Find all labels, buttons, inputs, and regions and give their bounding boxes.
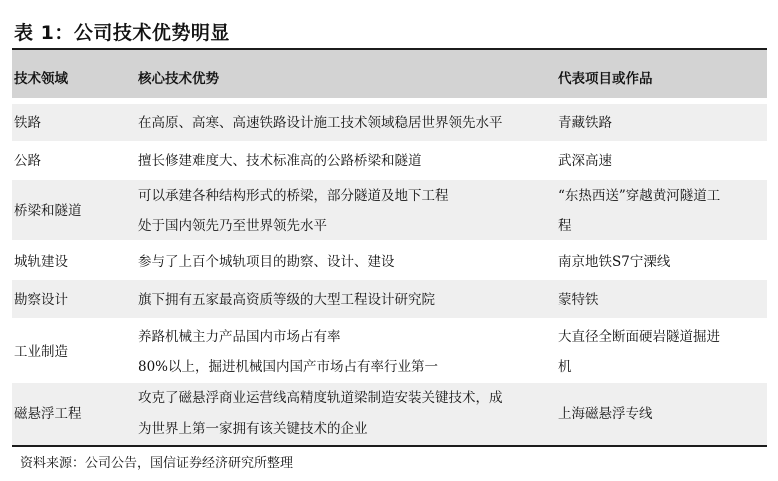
cell-advantage: 擅长修建难度大、技术标准高的公路桥梁和隧道 bbox=[138, 153, 422, 169]
table-row-bridge-tunnel bbox=[12, 180, 767, 240]
cell-advantage: 在高原、高寒、高速铁路设计施工技术领域稳居世界领先水平 bbox=[138, 115, 503, 131]
cell-domain: 公路 bbox=[14, 153, 41, 169]
cell-advantage-line2: 处于国内领先乃至世界领先水平 bbox=[138, 218, 327, 234]
cell-project-line1: 大直径全断面硬岩隧道掘进 bbox=[558, 329, 720, 345]
cell-domain: 勘察设计 bbox=[14, 292, 68, 308]
cell-project-line1: “东热西送”穿越黄河隧道工 bbox=[558, 188, 721, 204]
cell-project: 武深高速 bbox=[558, 153, 612, 169]
cell-advantage-line1: 攻克了磁悬浮商业运营线高精度轨道梁制造安装关键技术，成 bbox=[138, 390, 503, 406]
header-project: 代表项目或作品 bbox=[558, 71, 653, 87]
cell-advantage-line1: 养路机械主力产品国内市场占有率 bbox=[138, 329, 341, 345]
table-row-urban-rail bbox=[12, 241, 767, 279]
cell-project: 南京地铁S7宁溧线 bbox=[558, 254, 671, 270]
cell-advantage-line2: 80%以上，掘进机械国内国产市场占有率行业第一 bbox=[138, 359, 439, 375]
header-domain: 技术领域 bbox=[14, 71, 68, 87]
table-row-manufacturing bbox=[12, 319, 767, 382]
cell-advantage-line1: 可以承建各种结构形式的桥梁，部分隧道及地下工程 bbox=[138, 188, 449, 204]
cell-project: 上海磁悬浮专线 bbox=[558, 406, 653, 422]
cell-advantage: 旗下拥有五家最高资质等级的大型工程设计研究院 bbox=[138, 292, 435, 308]
cell-domain: 城轨建设 bbox=[14, 254, 68, 270]
cell-advantage: 参与了上百个城轨项目的勘察、设计、建设 bbox=[138, 254, 395, 270]
cell-project: 蒙特铁 bbox=[558, 292, 599, 308]
source-note: 资料来源：公司公告，国信证券经济研究所整理 bbox=[20, 456, 294, 471]
table-row-maglev bbox=[12, 383, 767, 445]
table-title: 表 1：公司技术优势明显 bbox=[14, 22, 230, 44]
cell-domain: 铁路 bbox=[14, 115, 41, 131]
header-advantage: 核心技术优势 bbox=[138, 71, 219, 87]
table-bottom-rule bbox=[12, 445, 767, 447]
cell-project-line2: 机 bbox=[558, 359, 572, 375]
table-row-highway bbox=[12, 142, 767, 179]
cell-domain: 桥梁和隧道 bbox=[14, 203, 82, 219]
table-header-row bbox=[12, 50, 767, 98]
cell-domain: 工业制造 bbox=[14, 344, 68, 360]
cell-domain: 磁悬浮工程 bbox=[14, 406, 82, 422]
cell-project: 青藏铁路 bbox=[558, 115, 612, 131]
table-row-survey-design bbox=[12, 280, 767, 318]
cell-project-line2: 程 bbox=[558, 218, 572, 234]
table-row-railway bbox=[12, 104, 767, 141]
cell-advantage-line2: 为世界上第一家拥有该关键技术的企业 bbox=[138, 421, 368, 437]
